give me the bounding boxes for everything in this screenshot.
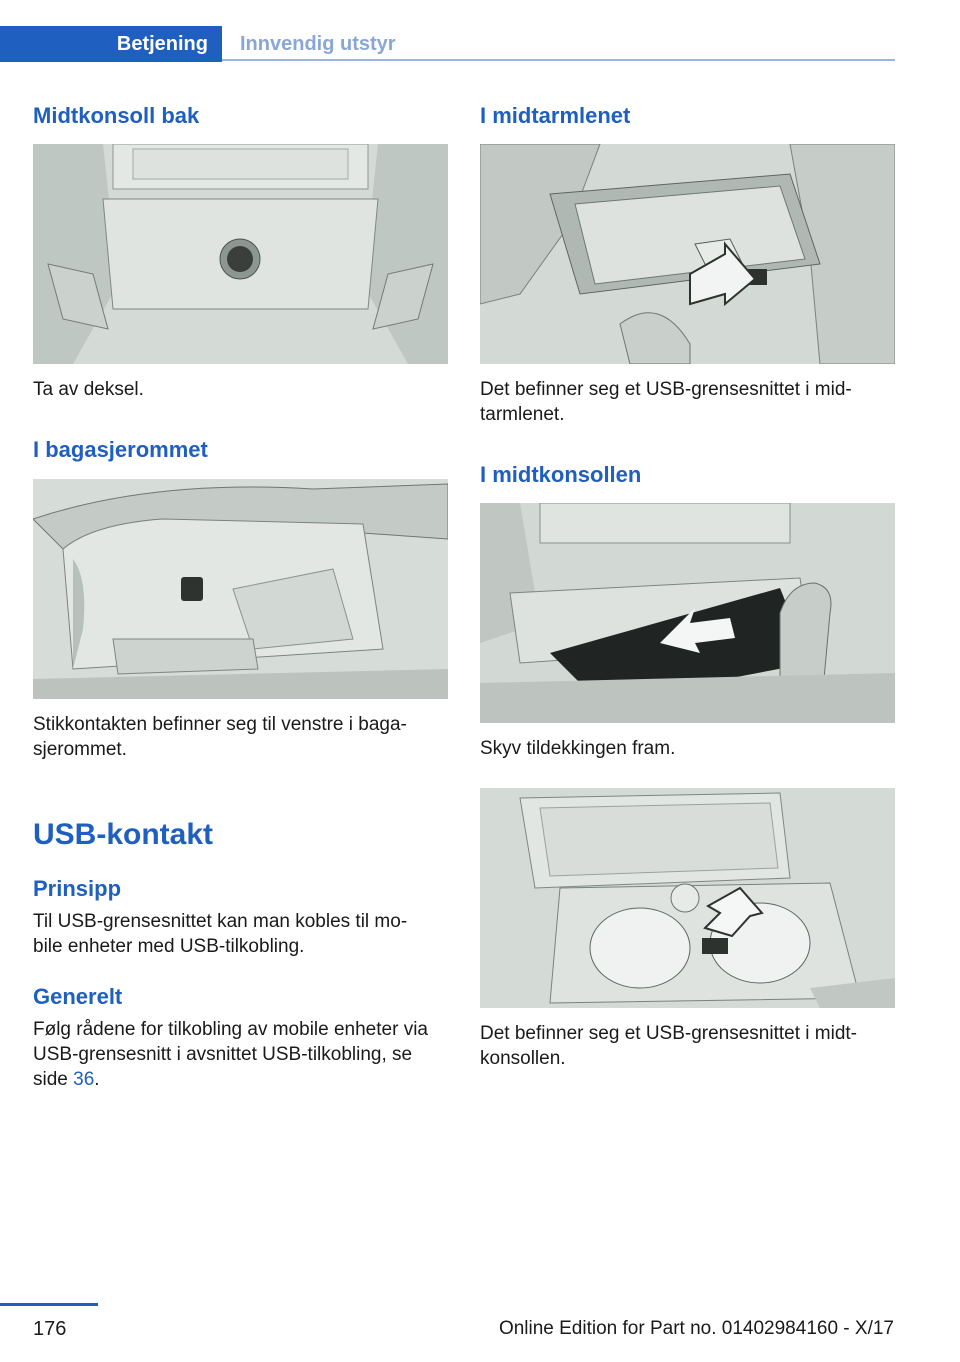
caption-trunk-line2: sjerommet. (33, 739, 127, 760)
caption-trunk-line1: Stikkontakten befinner seg til venstre i baga‐ (33, 714, 407, 735)
tab-innvendig-utstyr[interactable]: Innvendig utstyr (240, 32, 396, 55)
caption-console-cover: Skyv tildekkingen fram. (480, 738, 676, 759)
header-divider (222, 59, 895, 61)
header-tabs (0, 0, 895, 62)
page-number: 176 (33, 1318, 67, 1340)
trunk-illustration (33, 479, 448, 699)
heading-midtarmlenet: I midtarmlenet (480, 103, 631, 128)
section-title-usb: USB-kontakt (33, 818, 214, 851)
figure-armrest (480, 144, 895, 364)
caption-armrest-line2: tarmlenet. (480, 404, 565, 425)
tab-betjening[interactable]: Betjening (0, 26, 222, 62)
figure-console-cover (480, 503, 895, 723)
figure-rear-console (33, 144, 448, 364)
caption-console-usb-line1: Det befinner seg et USB-grensesnittet i midt‐ (480, 1023, 858, 1044)
caption-trunk (33, 712, 448, 762)
prinsipp-line1: Til USB-grensesnittet kan man kobles til mo‐ (33, 911, 408, 932)
paragraph-generelt (33, 1017, 448, 1092)
caption-armrest-line1: Det befinner seg et USB-grensesnittet i mid‐ (480, 379, 852, 400)
heading-generelt: Generelt (33, 984, 123, 1009)
generelt-line2: USB-grensesnitt i avsnittet USB-tilkobling, se (33, 1044, 413, 1065)
heading-midtkonsoll-bak: Midtkonsoll bak (33, 103, 200, 128)
console-usb-illustration (480, 788, 895, 1008)
armrest-illustration (480, 144, 895, 364)
page-link-36[interactable]: 36 (73, 1069, 95, 1090)
console-cover-illustration (480, 503, 895, 723)
edition-info: Online Edition for Part no. 01402984160 - X/17 (498, 1318, 894, 1339)
heading-bagasjerommet: I bagasjerommet (33, 437, 208, 462)
figure-console-usb (480, 788, 895, 1008)
caption-armrest (480, 377, 895, 427)
footer-accent-line (0, 1303, 98, 1306)
generelt-line3-prefix: side (33, 1069, 74, 1090)
caption-console-usb-line2: konsollen. (480, 1048, 566, 1069)
heading-midtkonsollen: I midtkonsollen (480, 462, 642, 487)
paragraph-prinsipp (33, 909, 448, 959)
rear-console-illustration (33, 144, 448, 364)
generelt-line3-suffix: . (94, 1069, 100, 1090)
prinsipp-line2: bile enheter med USB-tilkobling. (33, 936, 305, 957)
caption-rear-console: Ta av deksel. (33, 379, 144, 400)
generelt-line1: Følg rådene for tilkobling av mobile enheter via (33, 1019, 428, 1040)
caption-console-usb (480, 1021, 895, 1071)
heading-prinsipp: Prinsipp (33, 876, 122, 901)
figure-trunk (33, 479, 448, 699)
